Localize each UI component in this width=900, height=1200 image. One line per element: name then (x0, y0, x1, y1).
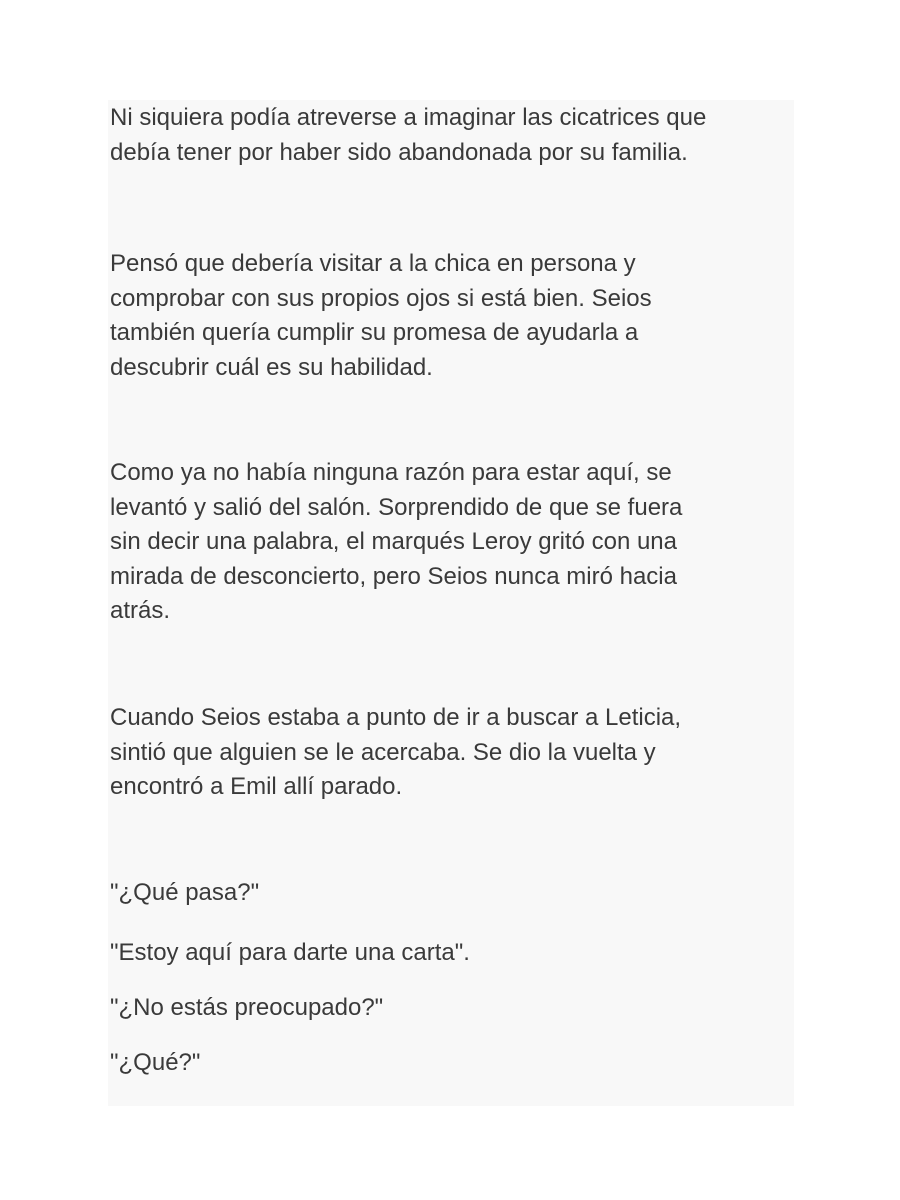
paragraph-2 (110, 247, 652, 385)
paragraph-line: Pensó que debería visitar a la chica en persona y (110, 250, 636, 277)
paragraph-line: debía tener por haber sido abandonada por su familia. (110, 138, 688, 166)
paragraph-line: atrás. (110, 597, 171, 624)
paragraph-line: comprobar con sus propios ojos si está bien. Seios (110, 284, 652, 312)
paragraph-line: descubrir cuál es su habilidad. (110, 353, 433, 381)
paragraph-line: también quería cumplir su promesa de ayudarla a (110, 319, 639, 346)
paragraph-line: sin decir una palabra, el marqués Leroy gritó con una (110, 528, 677, 555)
dialogue-line-3: "¿No estás preocupado?" (110, 994, 384, 1021)
paragraph-line: sintió que alguien se le acercaba. Se dio la vuelta y (110, 738, 656, 766)
paragraph-3 (110, 456, 682, 629)
paragraph-line: Ni siquiera podía atreverse a imaginar las cicatrices que (110, 104, 707, 131)
text-block (108, 100, 794, 1106)
dialogue-line-2: "Estoy aquí para darte una carta". (110, 939, 470, 966)
paragraph-1 (110, 101, 706, 170)
paragraph-4 (110, 701, 681, 805)
paragraph-line: mirada de desconcierto, pero Seios nunca miró hacia (110, 562, 677, 590)
dialogue-line-4: "¿Qué?" (110, 1049, 201, 1076)
dialogue-line-1: "¿Qué pasa?" (110, 879, 260, 906)
paragraph-line: Como ya no había ninguna razón para estar aquí, se (110, 459, 672, 486)
paragraph-line: encontró a Emil allí parado. (110, 773, 403, 800)
paragraph-line: Cuando Seios estaba a punto de ir a buscar a Leticia, (110, 704, 682, 731)
paragraph-line: levantó y salió del salón. Sorprendido de que se fuera (110, 493, 683, 521)
